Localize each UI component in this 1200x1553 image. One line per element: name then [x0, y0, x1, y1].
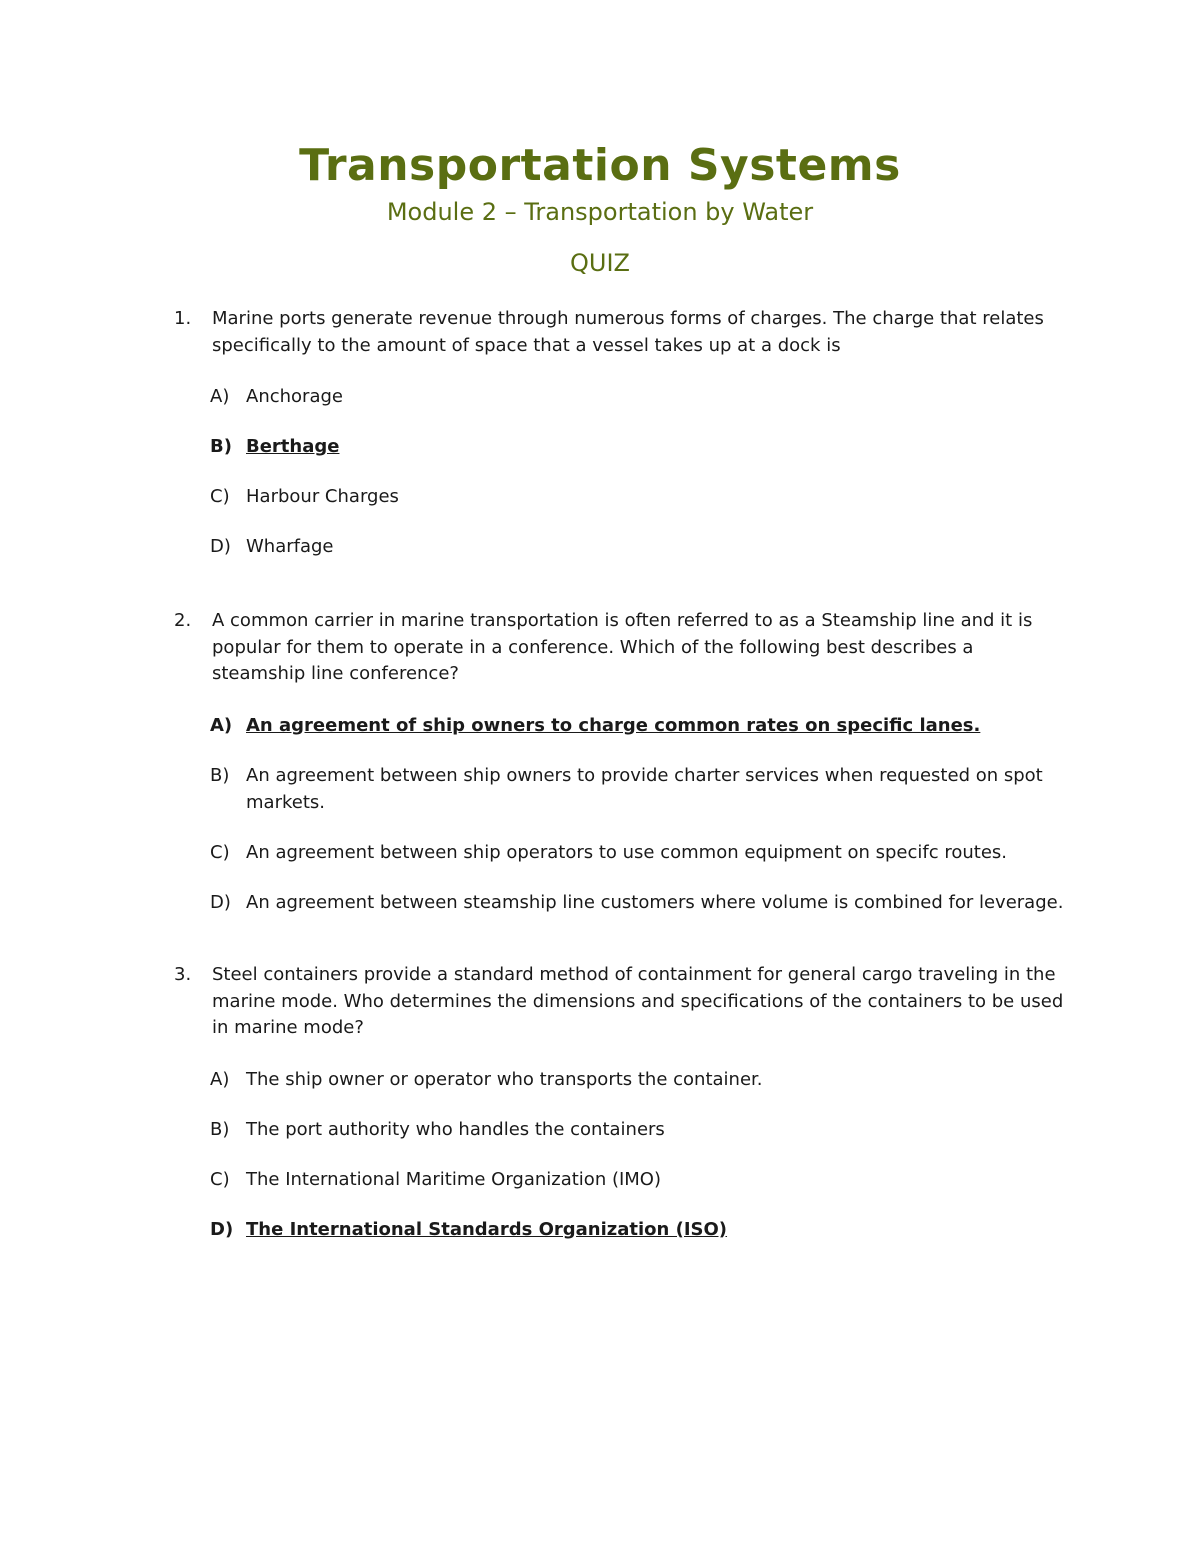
question-1 — [174, 306, 1064, 583]
answer-options — [210, 1066, 1064, 1243]
answer-options — [210, 712, 1064, 916]
option-letter: B) — [210, 1118, 230, 1140]
question-3 — [174, 962, 1064, 1266]
question-number: 3. — [174, 964, 192, 985]
option-letter: B) — [210, 436, 232, 457]
answer-option-d-correct — [210, 1216, 1064, 1243]
option-text: An agreement between steamship line customers where volume is combined for leverage. — [246, 891, 1064, 913]
question-2 — [174, 608, 1064, 939]
question-text: Steel containers provide a standard method of containment for general cargo traveling in the marine mode. Who determines the dimensions and specifications of the containers to be used in marine mode? — [212, 964, 1064, 1038]
option-letter: A) — [210, 1068, 230, 1090]
question-number: 2. — [174, 610, 192, 631]
answer-option-d — [210, 533, 1064, 560]
document-subtitle: Module 2 – Transportation by Water — [386, 198, 814, 226]
answer-option-a — [210, 1066, 1064, 1093]
answer-option-b — [210, 1116, 1064, 1143]
answer-option-b-correct — [210, 433, 1064, 460]
answer-option-d — [210, 889, 1064, 916]
answer-option-b — [210, 762, 1064, 816]
option-letter: D) — [210, 891, 231, 913]
answer-option-a-correct — [210, 712, 1064, 739]
option-text: Anchorage — [246, 386, 343, 407]
option-text: Harbour Charges — [246, 486, 399, 507]
option-text: Berthage — [246, 436, 340, 457]
option-letter: C) — [210, 841, 230, 863]
option-letter: C) — [210, 1168, 230, 1190]
option-text: The International Maritime Organization (IMO) — [246, 1168, 662, 1190]
option-text: An agreement of ship owners to charge common rates on specific lanes. — [246, 714, 981, 736]
option-letter: B) — [210, 764, 230, 786]
answer-option-c — [210, 839, 1064, 866]
option-text: An agreement between ship operators to use common equipment on specifc routes. — [246, 841, 1008, 863]
option-letter: D) — [210, 1218, 234, 1240]
option-text: Wharfage — [246, 536, 334, 557]
answer-option-c — [210, 1166, 1064, 1193]
option-text: The ship owner or operator who transports the container. — [246, 1068, 763, 1090]
option-text: An agreement between ship owners to provide charter services when requested on spot markets. — [246, 764, 1043, 813]
document-title: Transportation Systems — [299, 140, 901, 191]
answer-option-a — [210, 383, 1064, 410]
option-letter: A) — [210, 714, 233, 736]
question-text: Marine ports generate revenue through numerous forms of charges. The charge that relates specifically to the amount of space that a vessel takes up at a dock is — [212, 308, 1044, 356]
option-letter: C) — [210, 486, 230, 507]
answer-option-c — [210, 483, 1064, 510]
option-text: The International Standards Organization (ISO) — [246, 1218, 728, 1240]
question-text: A common carrier in marine transportation is often referred to as a Steamship line and it is popular for them to operate in a conference. Which of the following best describes a steamship line conference? — [212, 610, 1033, 684]
option-letter: A) — [210, 386, 230, 407]
option-text: The port authority who handles the containers — [246, 1118, 665, 1140]
question-number: 1. — [174, 308, 192, 329]
answer-options — [210, 383, 1064, 560]
option-letter: D) — [210, 536, 231, 557]
quiz-label: QUIZ — [570, 249, 630, 277]
